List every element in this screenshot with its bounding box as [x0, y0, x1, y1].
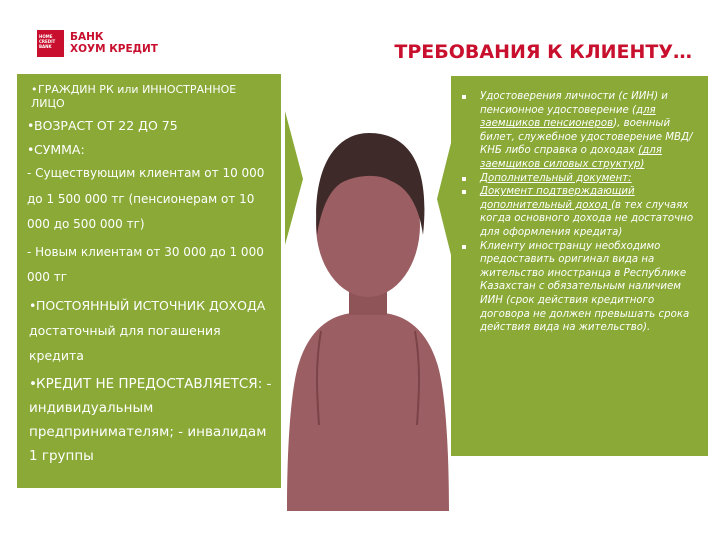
- logo-mark-line: CREDIT: [39, 39, 56, 44]
- left-arrow-notch: [285, 111, 303, 245]
- req-citizenship: •ГРАЖДИН РК или ИННОСТРАННОЕ ЛИЦО: [31, 83, 237, 110]
- logo-text: [70, 31, 158, 55]
- req-amount: •СУММА:: [27, 142, 85, 157]
- logo-name-line1: БАНК: [70, 31, 104, 43]
- doc-item-additional: Дополнительный документ:: [459, 172, 698, 186]
- documents-panel: [451, 76, 708, 456]
- logo-mark-line: HOME: [39, 34, 53, 39]
- doc-item-foreigner: Клиенту иностранцу необходимо предоставить оригинал вида на жительство иностранца в Республике Казахстан с обязательным наличием ИИН (срок действия кредитного договора не должен превышать срока действия вида на жительство).: [459, 240, 698, 335]
- bank-logo: [37, 30, 177, 58]
- right-arrow-notch: [437, 143, 451, 255]
- req-income: •ПОСТОЯННЫЙ ИСТОЧНИК ДОХОДА достаточный для погашения кредита: [29, 297, 266, 363]
- req-amount-new: - Новым клиентам от 30 000 до 1 000 000 тг: [27, 244, 264, 284]
- logo-mark-line: BANK: [39, 44, 52, 49]
- req-not-granted: •КРЕДИТ НЕ ПРЕДОСТАВЛЯЕТСЯ: - индивидуальным предпринимателям; - инвалидам 1 группы: [29, 375, 272, 464]
- requirements-panel: [17, 74, 281, 488]
- person-silhouette-icon: [285, 95, 451, 520]
- req-amount-existing: - Существующим клиентам от 10 000 до 1 500 000 тг (пенсионерам от 10 000 до 500 000 тг): [27, 166, 265, 231]
- page-title: ТРЕБОВАНИЯ К КЛИЕНТУ…: [394, 41, 692, 63]
- doc-item-income: Документ подтверждающий дополнительный доход (в тех случаях когда основного дохода не достаточно для оформления кредита): [459, 185, 698, 239]
- logo-name-line2: ХОУМ КРЕДИТ: [70, 43, 158, 55]
- person-body: [287, 313, 449, 511]
- logo-mark: [37, 30, 64, 57]
- req-age: •ВОЗРАСТ ОТ 22 ДО 75: [27, 118, 178, 133]
- doc-item-id: Удостоверения личности (с ИИН) и пенсионное удостоверение (для заемщиков пенсионеров), военный билет, служебное удостоверение МВД/КНБ либо справка о доходах (для заемщиков силовых структур): [459, 90, 698, 172]
